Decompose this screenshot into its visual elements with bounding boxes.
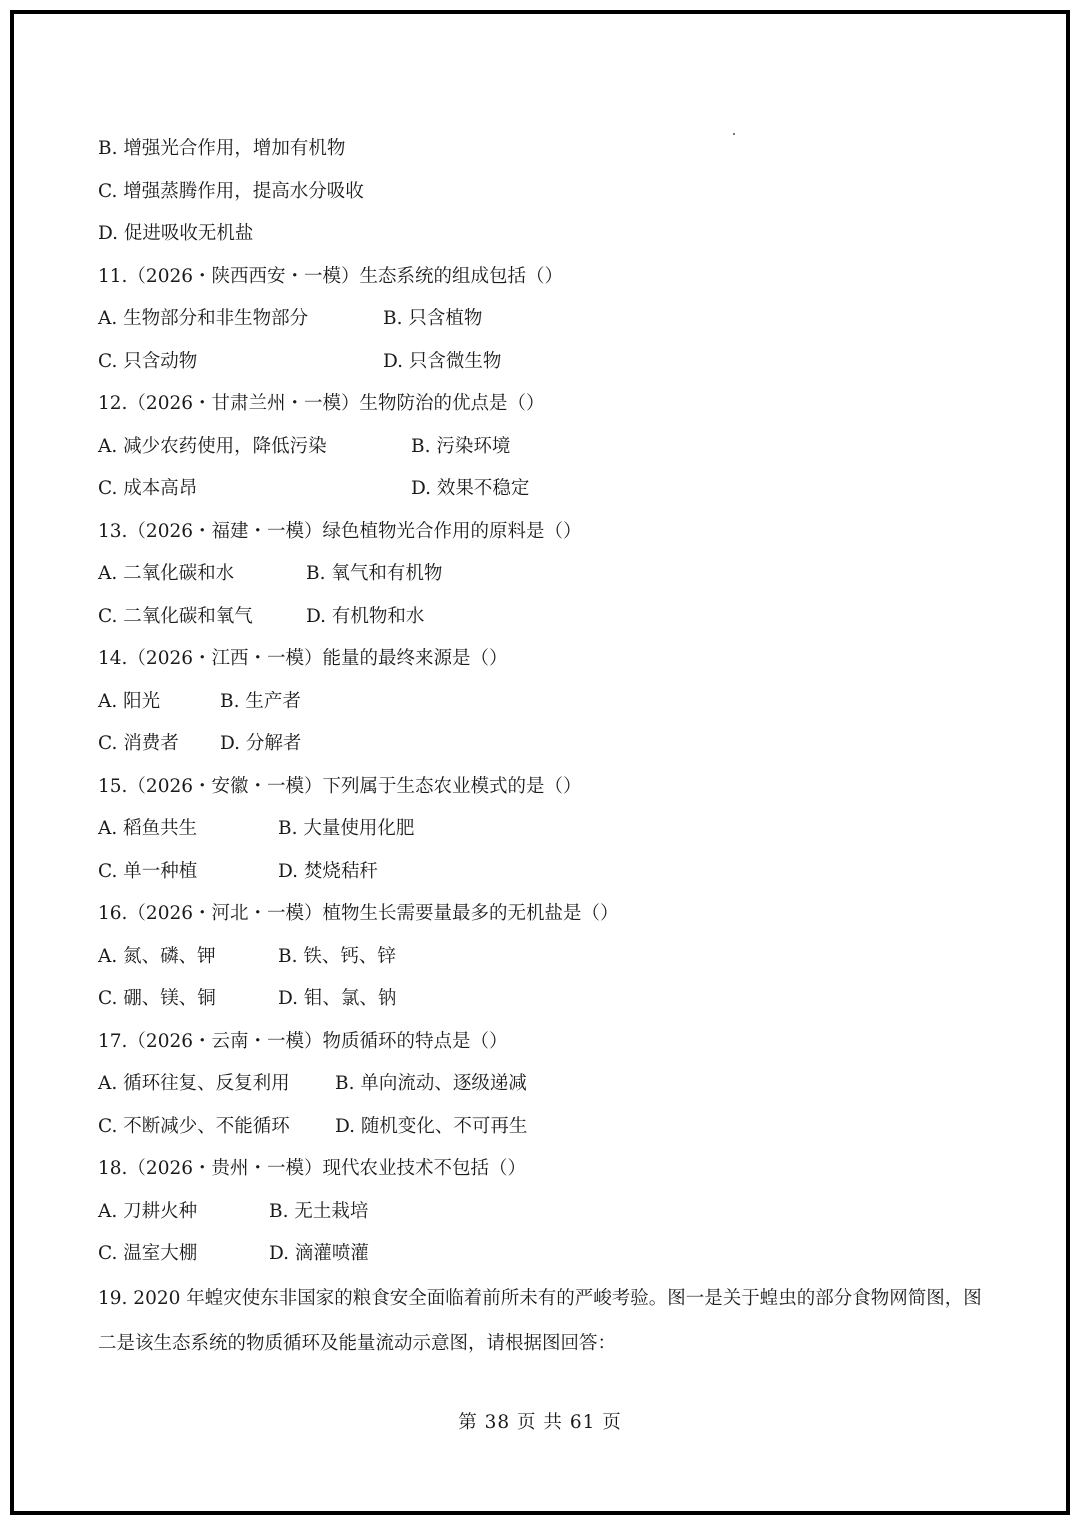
question-12 [98,383,998,511]
question-content [98,128,998,1366]
option-row [98,936,998,979]
option-line-c: C. 增强蒸腾作用，提高水分吸收 [98,180,364,202]
option-a: A. 循环往复、反复利用 [98,1073,290,1094]
option-b: B. 污染环境 [411,435,511,457]
option-c: C. 成本高昂 [98,478,198,499]
option-d: D. 焚烧秸秆 [278,860,378,882]
option-row [98,1106,998,1149]
option-b: B. 只含植物 [383,308,483,329]
question-stem: 18.（2026・贵州・一模）现代农业技术不包括（） [98,1158,527,1179]
option-b: B. 生产者 [220,690,301,712]
question-15 [98,766,998,894]
option-a: A. 减少农药使用，降低污染 [98,435,327,457]
option-d: D. 只含微生物 [383,350,502,372]
question-18 [98,1148,998,1276]
option-b: B. 铁、钙、锌 [278,945,396,967]
option-c: C. 温室大棚 [98,1243,198,1264]
question-stem: 15.（2026・安徽・一模）下列属于生态农业模式的是（） [98,775,582,797]
option-b: B. 无土栽培 [269,1200,369,1222]
option-row [98,468,998,511]
option-row [98,553,998,596]
option-row [98,1233,998,1276]
option-c: C. 单一种植 [98,860,198,882]
option-row [98,341,998,384]
question-16 [98,893,998,1021]
option-d: D. 有机物和水 [306,605,425,627]
question-stem: 12.（2026・甘肃兰州・一模）生物防治的优点是（） [98,393,545,414]
option-row [98,596,998,639]
question-13 [98,511,998,639]
option-line-d: D. 促进吸收无机盐 [98,223,254,244]
option-d: D. 滴灌喷灌 [269,1243,369,1264]
option-a: A. 氮、磷、钾 [98,945,216,967]
question-19-line-2: 二是该生态系统的物质循环及能量流动示意图，请根据图回答： [98,1332,617,1354]
option-b: B. 氧气和有机物 [306,563,443,584]
option-c: C. 消费者 [98,733,179,754]
option-a: A. 刀耕火种 [98,1200,198,1222]
option-row [98,298,998,341]
option-a: A. 阳光 [98,690,161,712]
option-c: C. 只含动物 [98,350,198,372]
option-c: C. 二氧化碳和氧气 [98,605,253,627]
option-c: C. 硼、镁、铜 [98,988,216,1009]
question-11 [98,256,998,384]
option-row [98,426,998,469]
question-17 [98,1021,998,1149]
question-stem: 16.（2026・河北・一模）植物生长需要量最多的无机盐是（） [98,903,619,924]
question-stem: 11.（2026・陕西西安・一模）生态系统的组成包括（） [98,265,564,287]
option-b: B. 单向流动、逐级递减 [335,1073,527,1094]
question-stem: 13.（2026・福建・一模）绿色植物光合作用的原料是（） [98,520,582,542]
option-a: A. 生物部分和非生物部分 [98,308,309,329]
option-row [98,978,998,1021]
option-c: C. 不断减少、不能循环 [98,1115,290,1137]
question-stem: 14.（2026・江西・一模）能量的最终来源是（） [98,648,508,669]
option-d: D. 效果不稳定 [411,478,530,499]
page-number: 第 38 页 共 61 页 [458,1412,622,1433]
option-row [98,681,998,724]
option-a: A. 二氧化碳和水 [98,563,235,584]
option-row [98,1063,998,1106]
question-19-line-1: 19. 2020 年蝗灾使东非国家的粮食安全面临着前所未有的严峻考验。图一是关于蝗虫的部分食物网简图，图 [98,1287,982,1309]
option-d: D. 随机变化、不可再生 [335,1115,528,1137]
question-stem: 17.（2026・云南・一模）物质循环的特点是（） [98,1030,508,1052]
option-row [98,808,998,851]
question-14 [98,638,998,766]
option-row [98,851,998,894]
option-a: A. 稻鱼共生 [98,818,198,839]
option-row [98,1191,998,1234]
option-b: B. 大量使用化肥 [278,818,415,839]
option-d: D. 钼、氯、钠 [278,988,397,1009]
option-d: D. 分解者 [220,733,302,754]
option-row [98,723,998,766]
option-line-b: B. 增强光合作用，增加有机物 [98,138,346,159]
question-19 [98,1276,998,1366]
